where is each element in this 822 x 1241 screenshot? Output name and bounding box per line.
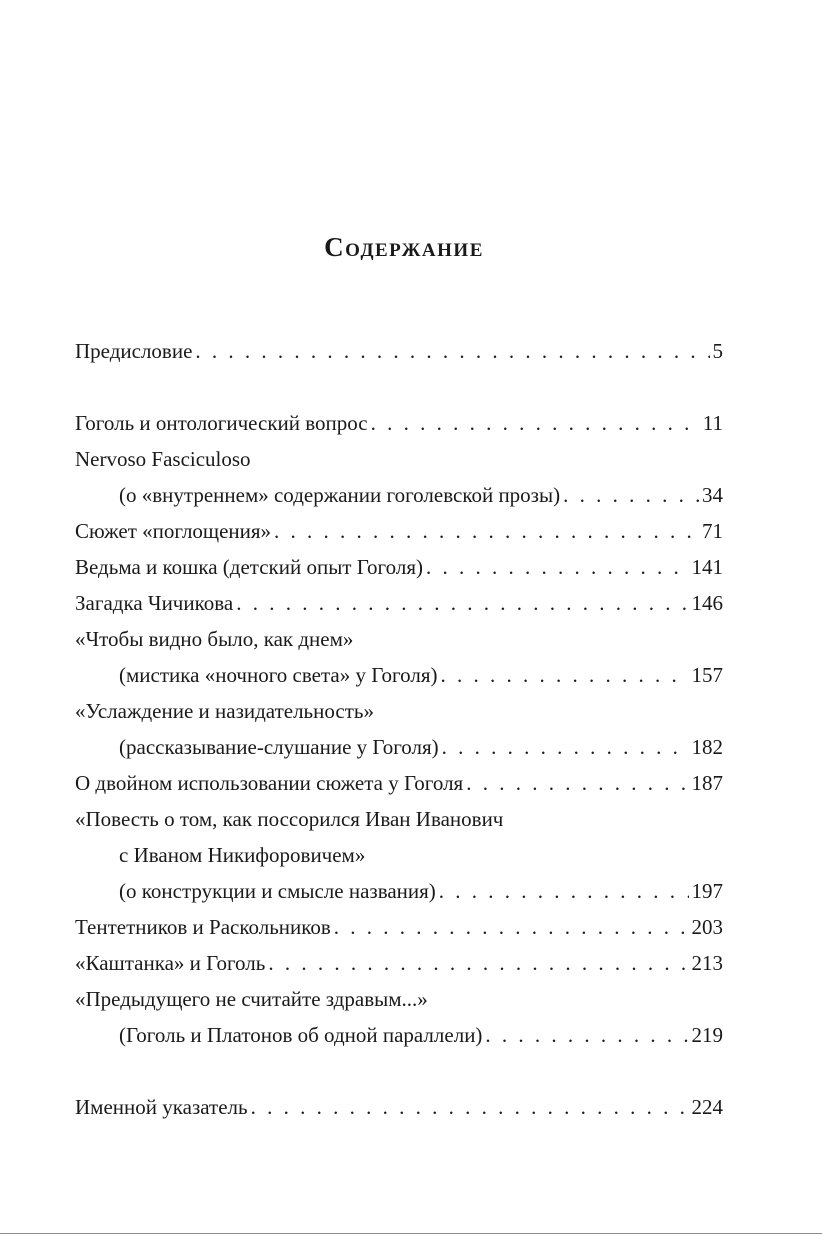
toc-entry-previous-not-sane[interactable]	[75, 984, 723, 1014]
toc-entry-delight-and-edification[interactable]	[75, 696, 723, 726]
dot-leader	[334, 912, 689, 942]
toc-entry-page: 157	[691, 663, 723, 687]
toc-entry-platonov-subtitle[interactable]	[75, 1020, 723, 1050]
toc-entry-title: О двойном использовании сюжета у Гоголя	[75, 771, 464, 795]
toc-entry-tale-of-quarrel[interactable]	[75, 804, 723, 834]
toc-entry-page: 203	[691, 915, 723, 939]
dot-leader	[236, 588, 688, 618]
dot-leader	[563, 480, 699, 510]
toc-entry-nervoso-subtitle[interactable]	[75, 480, 723, 510]
toc-entry-chichikov-riddle[interactable]	[75, 588, 723, 618]
toc-entry-subtitle: (рассказывание-слушание у Гоголя)	[119, 735, 439, 759]
toc-entry-subtitle: (о «внутреннем» содержании гоголевской прозы)	[119, 483, 561, 507]
toc-entry-title: Гоголь и онтологический вопрос	[75, 411, 368, 435]
toc-entry-tale-of-quarrel-continued[interactable]	[75, 840, 723, 870]
toc-entry-title: «Каштанка» и Гоголь	[75, 951, 266, 975]
dot-leader	[440, 660, 688, 690]
dot-leader	[371, 408, 700, 438]
toc-entry-tentetnikov-raskolnikov[interactable]	[75, 912, 723, 942]
toc-entry-absorption-plot[interactable]	[75, 516, 723, 546]
toc-entry-title: Тентетников и Раскольников	[75, 915, 331, 939]
toc-entry-title: Именной указатель	[75, 1095, 248, 1119]
toc-entry-page: 71	[702, 519, 723, 543]
toc-entry-page: 197	[691, 879, 723, 903]
dot-leader	[274, 516, 699, 546]
dot-leader	[442, 732, 689, 762]
toc-entry-page: 141	[691, 555, 723, 579]
toc-entry-title: «Услаждение и назидательность»	[75, 699, 374, 723]
toc-entry-title-continued: с Иваном Никифоровичем»	[119, 843, 366, 867]
dot-leader	[439, 876, 689, 906]
toc-entry-page: 219	[691, 1023, 723, 1047]
toc-entry-witch-and-cat[interactable]	[75, 552, 723, 582]
toc-entry-page: 11	[702, 411, 723, 435]
toc-entry-ontological-question[interactable]	[75, 408, 723, 438]
toc-entry-name-index[interactable]	[75, 1092, 723, 1122]
toc-entry-double-plot-use[interactable]	[75, 768, 723, 798]
dot-leader	[195, 336, 709, 366]
toc-entry-title: Сюжет «поглощения»	[75, 519, 272, 543]
toc-entry-title: Загадка Чичикова	[75, 591, 234, 615]
toc-entry-page: 182	[691, 735, 723, 759]
dot-leader	[485, 1020, 688, 1050]
page-bottom-rule	[0, 1233, 822, 1234]
toc-entry-page: 224	[691, 1095, 723, 1119]
toc-entry-night-light-subtitle[interactable]	[75, 660, 723, 690]
toc-entry-page: 34	[702, 483, 723, 507]
toc-entry-page: 146	[691, 591, 723, 615]
toc-entry-storytelling-subtitle[interactable]	[75, 732, 723, 762]
dot-leader	[268, 948, 688, 978]
toc-entry-kashtanka[interactable]	[75, 948, 723, 978]
dot-leader	[466, 768, 688, 798]
toc-entry-page: 213	[691, 951, 723, 975]
toc-entry-title: Nervoso Fasciculoso	[75, 447, 251, 471]
page-title: Содержание	[324, 232, 484, 262]
toc-entry-page: 5	[712, 339, 723, 363]
toc-entry-title: «Предыдущего не считайте здравым...»	[75, 987, 428, 1011]
toc-entry-construction-subtitle[interactable]	[75, 876, 723, 906]
toc-entry-nervoso-fasciculoso[interactable]	[75, 444, 723, 474]
toc-entry-title: «Чтобы видно было, как днем»	[75, 627, 354, 651]
toc-entry-subtitle: (о конструкции и смысле названия)	[119, 879, 436, 903]
toc-entry-bright-as-day[interactable]	[75, 624, 723, 654]
toc-entry-title: Предисловие	[75, 339, 193, 363]
toc-entry-title: Ведьма и кошка (детский опыт Гоголя)	[75, 555, 423, 579]
dot-leader	[426, 552, 689, 582]
toc-entry-preface[interactable]	[75, 336, 723, 366]
toc-entry-title: «Повесть о том, как поссорился Иван Иванович	[75, 807, 504, 831]
toc-entry-subtitle: (Гоголь и Платонов об одной параллели)	[119, 1023, 483, 1047]
dot-leader	[251, 1092, 689, 1122]
toc-entry-subtitle: (мистика «ночного света» у Гоголя)	[119, 663, 438, 687]
toc-entry-page: 187	[691, 771, 723, 795]
